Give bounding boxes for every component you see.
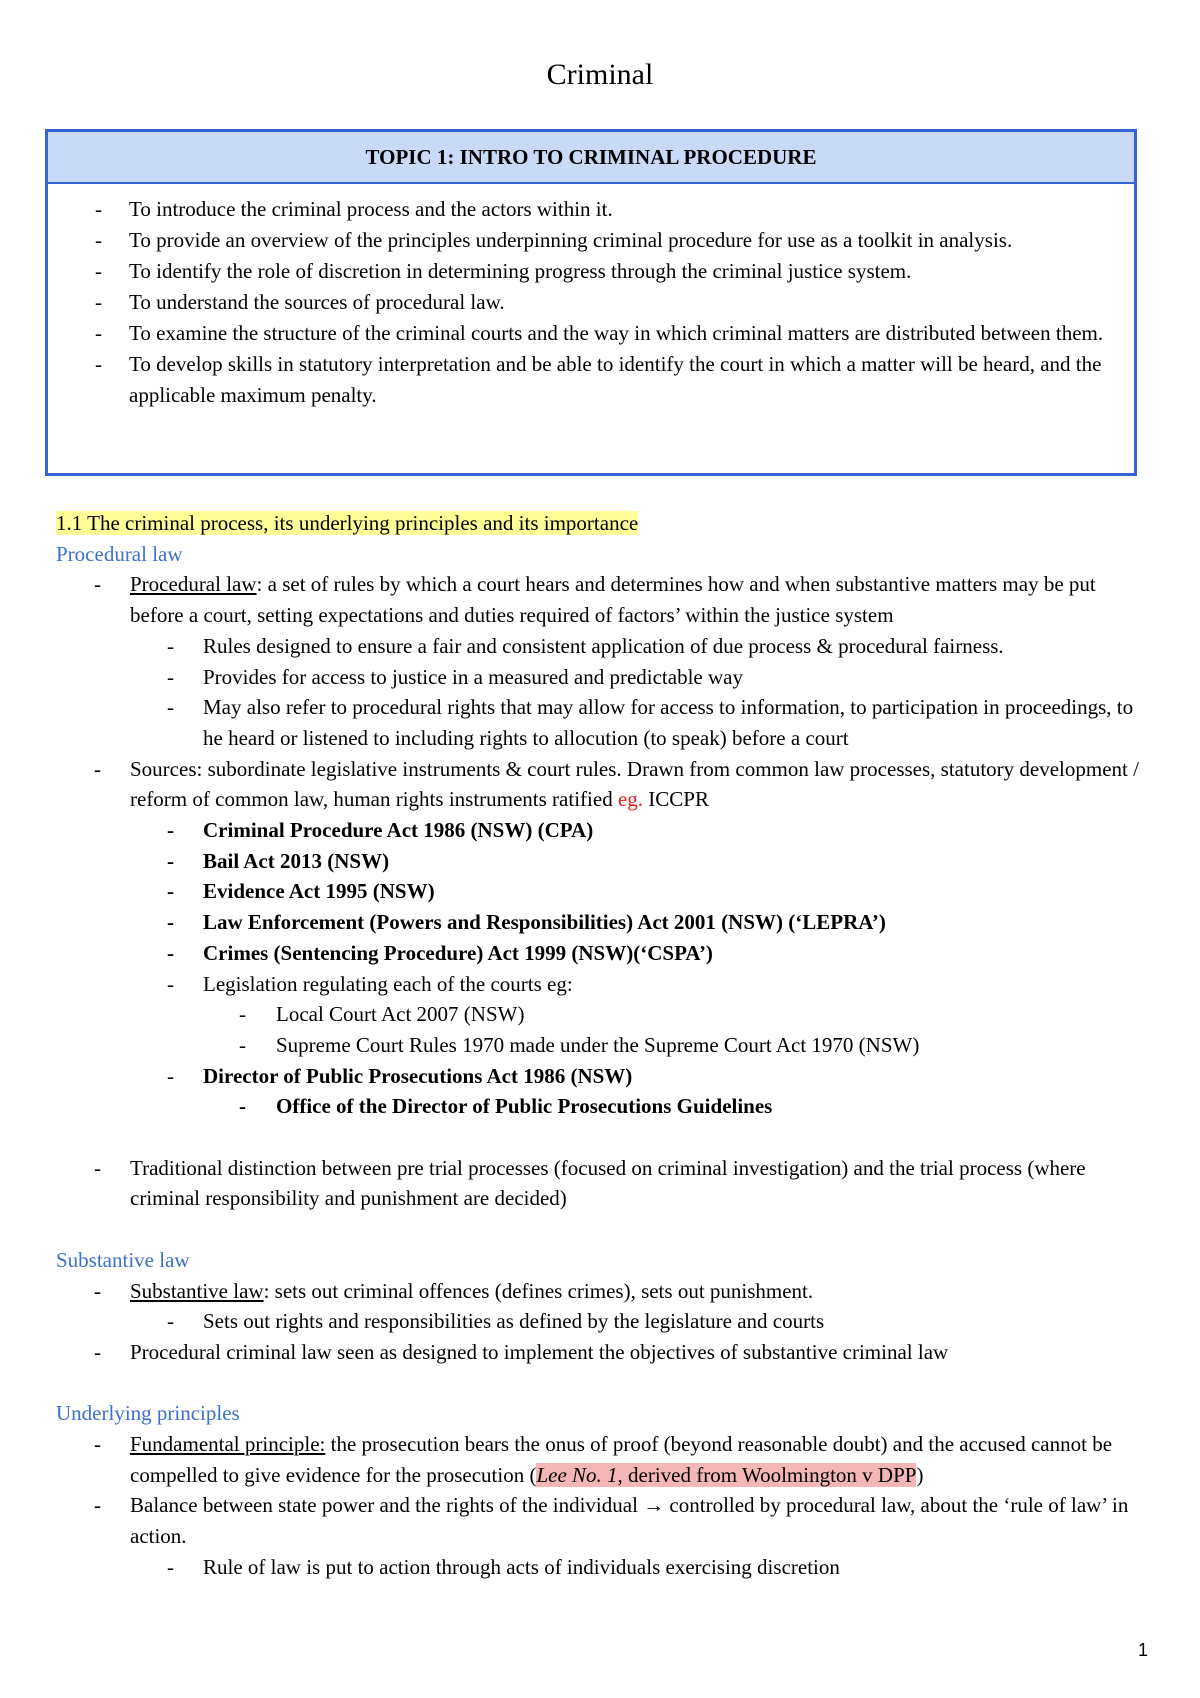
balance-text: Balance between state power and the rights of the individual → controlled by procedural law, about the ‘rule of law’ in action. [130, 1493, 1129, 1549]
sublist [130, 631, 1146, 754]
case-lee-no-1: Lee No. 1 [536, 1462, 618, 1487]
notes-content [56, 508, 1146, 1583]
list-item [56, 569, 1146, 753]
list-item: - Traditional distinction between pre trial processes (focused on criminal investigation) and the trial process (where criminal responsibility and punishment are decided) [56, 1153, 1146, 1214]
procedural-law-definition: : a set of rules by which a court hears and determines how and when substantive matters may be put before a court, setting expectations and duties required of factors’ within the justice system [130, 572, 1096, 628]
list-item [56, 1061, 1146, 1122]
list-item: - Rule of law is put to action through acts of individuals exercising discretion [56, 1552, 1146, 1583]
fundamental-principle-term: Fundamental principle: [130, 1432, 326, 1457]
list-item: - Office of the Director of Public Prosecutions Guidelines [56, 1091, 1146, 1122]
sublist [203, 999, 1146, 1060]
list-item: - Provides for access to justice in a measured and predictable way [56, 662, 1146, 693]
objectives-list [48, 184, 1134, 411]
list-item: - Sets out rights and responsibilities as defined by the legislature and courts [56, 1306, 1146, 1337]
list-item [56, 1276, 1146, 1337]
sublist [130, 1552, 1146, 1583]
sublist [203, 1091, 1146, 1122]
case-woolmington: Woolmington v DPP [741, 1462, 917, 1487]
section-heading: 1.1 The criminal process, its underlying principles and its importance [56, 511, 639, 535]
subheading-procedural-law: Procedural law [56, 541, 183, 566]
page-number: 1 [1137, 1640, 1148, 1660]
objective-item: - To introduce the criminal process and the actors within it. [48, 194, 1134, 225]
procedural-list [56, 569, 1146, 1122]
list-item: - Evidence Act 1995 (NSW) [56, 876, 1146, 907]
list-item: - Local Court Act 2007 (NSW) [56, 999, 1146, 1030]
list-item: - Procedural criminal law seen as designed to implement the objectives of substantive criminal law [56, 1337, 1146, 1368]
objective-item: - To provide an overview of the principles underpinning criminal procedure for use as a toolkit in analysis. [48, 225, 1134, 256]
sources-eg: eg. [617, 787, 644, 812]
list-item [56, 969, 1146, 1061]
sources-end: ICCPR [643, 787, 709, 812]
case-end: ) [916, 1462, 924, 1487]
objective-item: - To develop skills in statutory interpretation and be able to identify the court in which a matter will be heard, and the applicable maximum penalty. [48, 349, 1134, 411]
dpp-act: Director of Public Prosecutions Act 1986 (NSW) [203, 1063, 633, 1088]
objective-item: - To examine the structure of the criminal courts and the way in which criminal matters are distributed between them. [48, 318, 1134, 349]
legislation-label: Legislation regulating each of the courts eg: [203, 971, 573, 996]
list-item: - May also refer to procedural rights that may allow for access to information, to participation in proceedings, to he heard or listened to including rights to allocution (to speak) before a court [56, 692, 1146, 753]
objective-item: - To understand the sources of procedural law. [48, 287, 1134, 318]
list-item: - Rules designed to ensure a fair and consistent application of due process & procedural fairness. [56, 631, 1146, 662]
list-item: - Supreme Court Rules 1970 made under the Supreme Court Act 1970 (NSW) [56, 1030, 1146, 1061]
substantive-law-term: Substantive law [130, 1278, 264, 1303]
fundamental-principle-text: the prosecution bears the onus of proof (beyond reasonable doubt) and the accused cannot be compelled to give evidence for the prosecution ( [130, 1432, 1113, 1487]
list-item [56, 754, 1146, 1122]
topic-box [45, 129, 1137, 476]
sublist [130, 815, 1146, 1122]
list-item: - Crimes (Sentencing Procedure) Act 1999 (NSW)(‘CSPA’) [56, 938, 1146, 969]
list-item: - Criminal Procedure Act 1986 (NSW) (CPA) [56, 815, 1146, 846]
sources-text: Sources: subordinate legislative instruments & court rules. Drawn from common law processes, statutory development / reform of common law, human rights instruments ratified [130, 756, 1139, 812]
principles-list [56, 1429, 1146, 1583]
subheading-underlying-principles: Underlying principles [56, 1401, 240, 1426]
document-title: Criminal [546, 58, 654, 91]
list-item: - Bail Act 2013 (NSW) [56, 846, 1146, 877]
topic-header: TOPIC 1: INTRO TO CRIMINAL PROCEDURE [48, 132, 1134, 184]
list-item [56, 1490, 1146, 1582]
list-item: - Law Enforcement (Powers and Responsibilities) Act 2001 (NSW) (‘LEPRA’) [56, 907, 1146, 938]
subheading-substantive-law: Substantive law [56, 1247, 190, 1272]
objective-item: - To identify the role of discretion in determining progress through the criminal justice system. [48, 256, 1134, 287]
list-item [56, 1429, 1146, 1490]
case-mid-text: , derived from [617, 1462, 742, 1487]
substantive-law-definition: : sets out criminal offences (defines crimes), sets out punishment. [263, 1278, 814, 1303]
distinction-list [56, 1153, 1146, 1214]
procedural-law-term: Procedural law [130, 572, 257, 597]
substantive-list [56, 1276, 1146, 1368]
sublist [130, 1306, 1146, 1337]
